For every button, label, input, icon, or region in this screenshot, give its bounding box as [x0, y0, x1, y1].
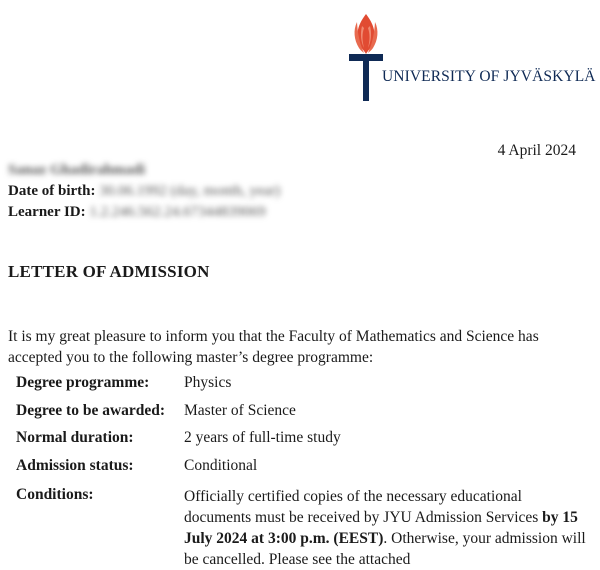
dob-value: 30.06.1992 (day, month, year)	[99, 183, 281, 199]
detail-row	[16, 457, 586, 485]
conditions-row	[16, 486, 586, 570]
intro-paragraph: It is my great pleasure to inform you that the Faculty of Mathematics and Science has accepted you to the following master’s degree programme:	[8, 328, 539, 366]
letter-date: 4 April 2024	[497, 142, 576, 159]
conditions-text-1: Officially certified copies of the necessary educational documents must be received by JYU Admission Services	[184, 488, 539, 526]
learner-id-label: Learner ID:	[8, 204, 86, 220]
detail-row	[16, 429, 586, 457]
dob-label: Date of birth:	[8, 183, 96, 199]
recipient-block	[8, 160, 280, 223]
detail-label: Degree programme:	[16, 374, 150, 391]
detail-row	[16, 402, 586, 430]
learner-id-value: 1.2.246.562.24.67344839069	[89, 204, 266, 220]
detail-value: Master of Science	[184, 401, 296, 419]
detail-label: Normal duration:	[16, 429, 134, 446]
detail-label: Degree to be awarded:	[16, 401, 166, 419]
letter-title: LETTER OF ADMISSION	[8, 262, 210, 281]
university-logo	[346, 8, 596, 103]
admission-details	[16, 374, 586, 570]
torch-icon	[346, 8, 386, 103]
detail-value: Physics	[184, 374, 232, 391]
detail-value: Conditional	[184, 456, 258, 474]
conditions-deadline: by 15 July 2024 at 3:00 p.m. (EEST)	[184, 509, 578, 547]
university-name: UNIVERSITY OF JYVÄSKYLÄ	[382, 68, 596, 85]
conditions-text-2: . Otherwise, your admission will be cancelled. Please see the attached	[184, 530, 586, 568]
conditions-text	[184, 486, 586, 570]
conditions-label: Conditions:	[16, 486, 94, 503]
detail-value: 2 years of full-time study	[184, 429, 341, 446]
detail-row	[16, 374, 586, 402]
recipient-name: Sanaz Ghadirahmadi	[8, 162, 146, 178]
detail-label: Admission status:	[16, 456, 134, 474]
